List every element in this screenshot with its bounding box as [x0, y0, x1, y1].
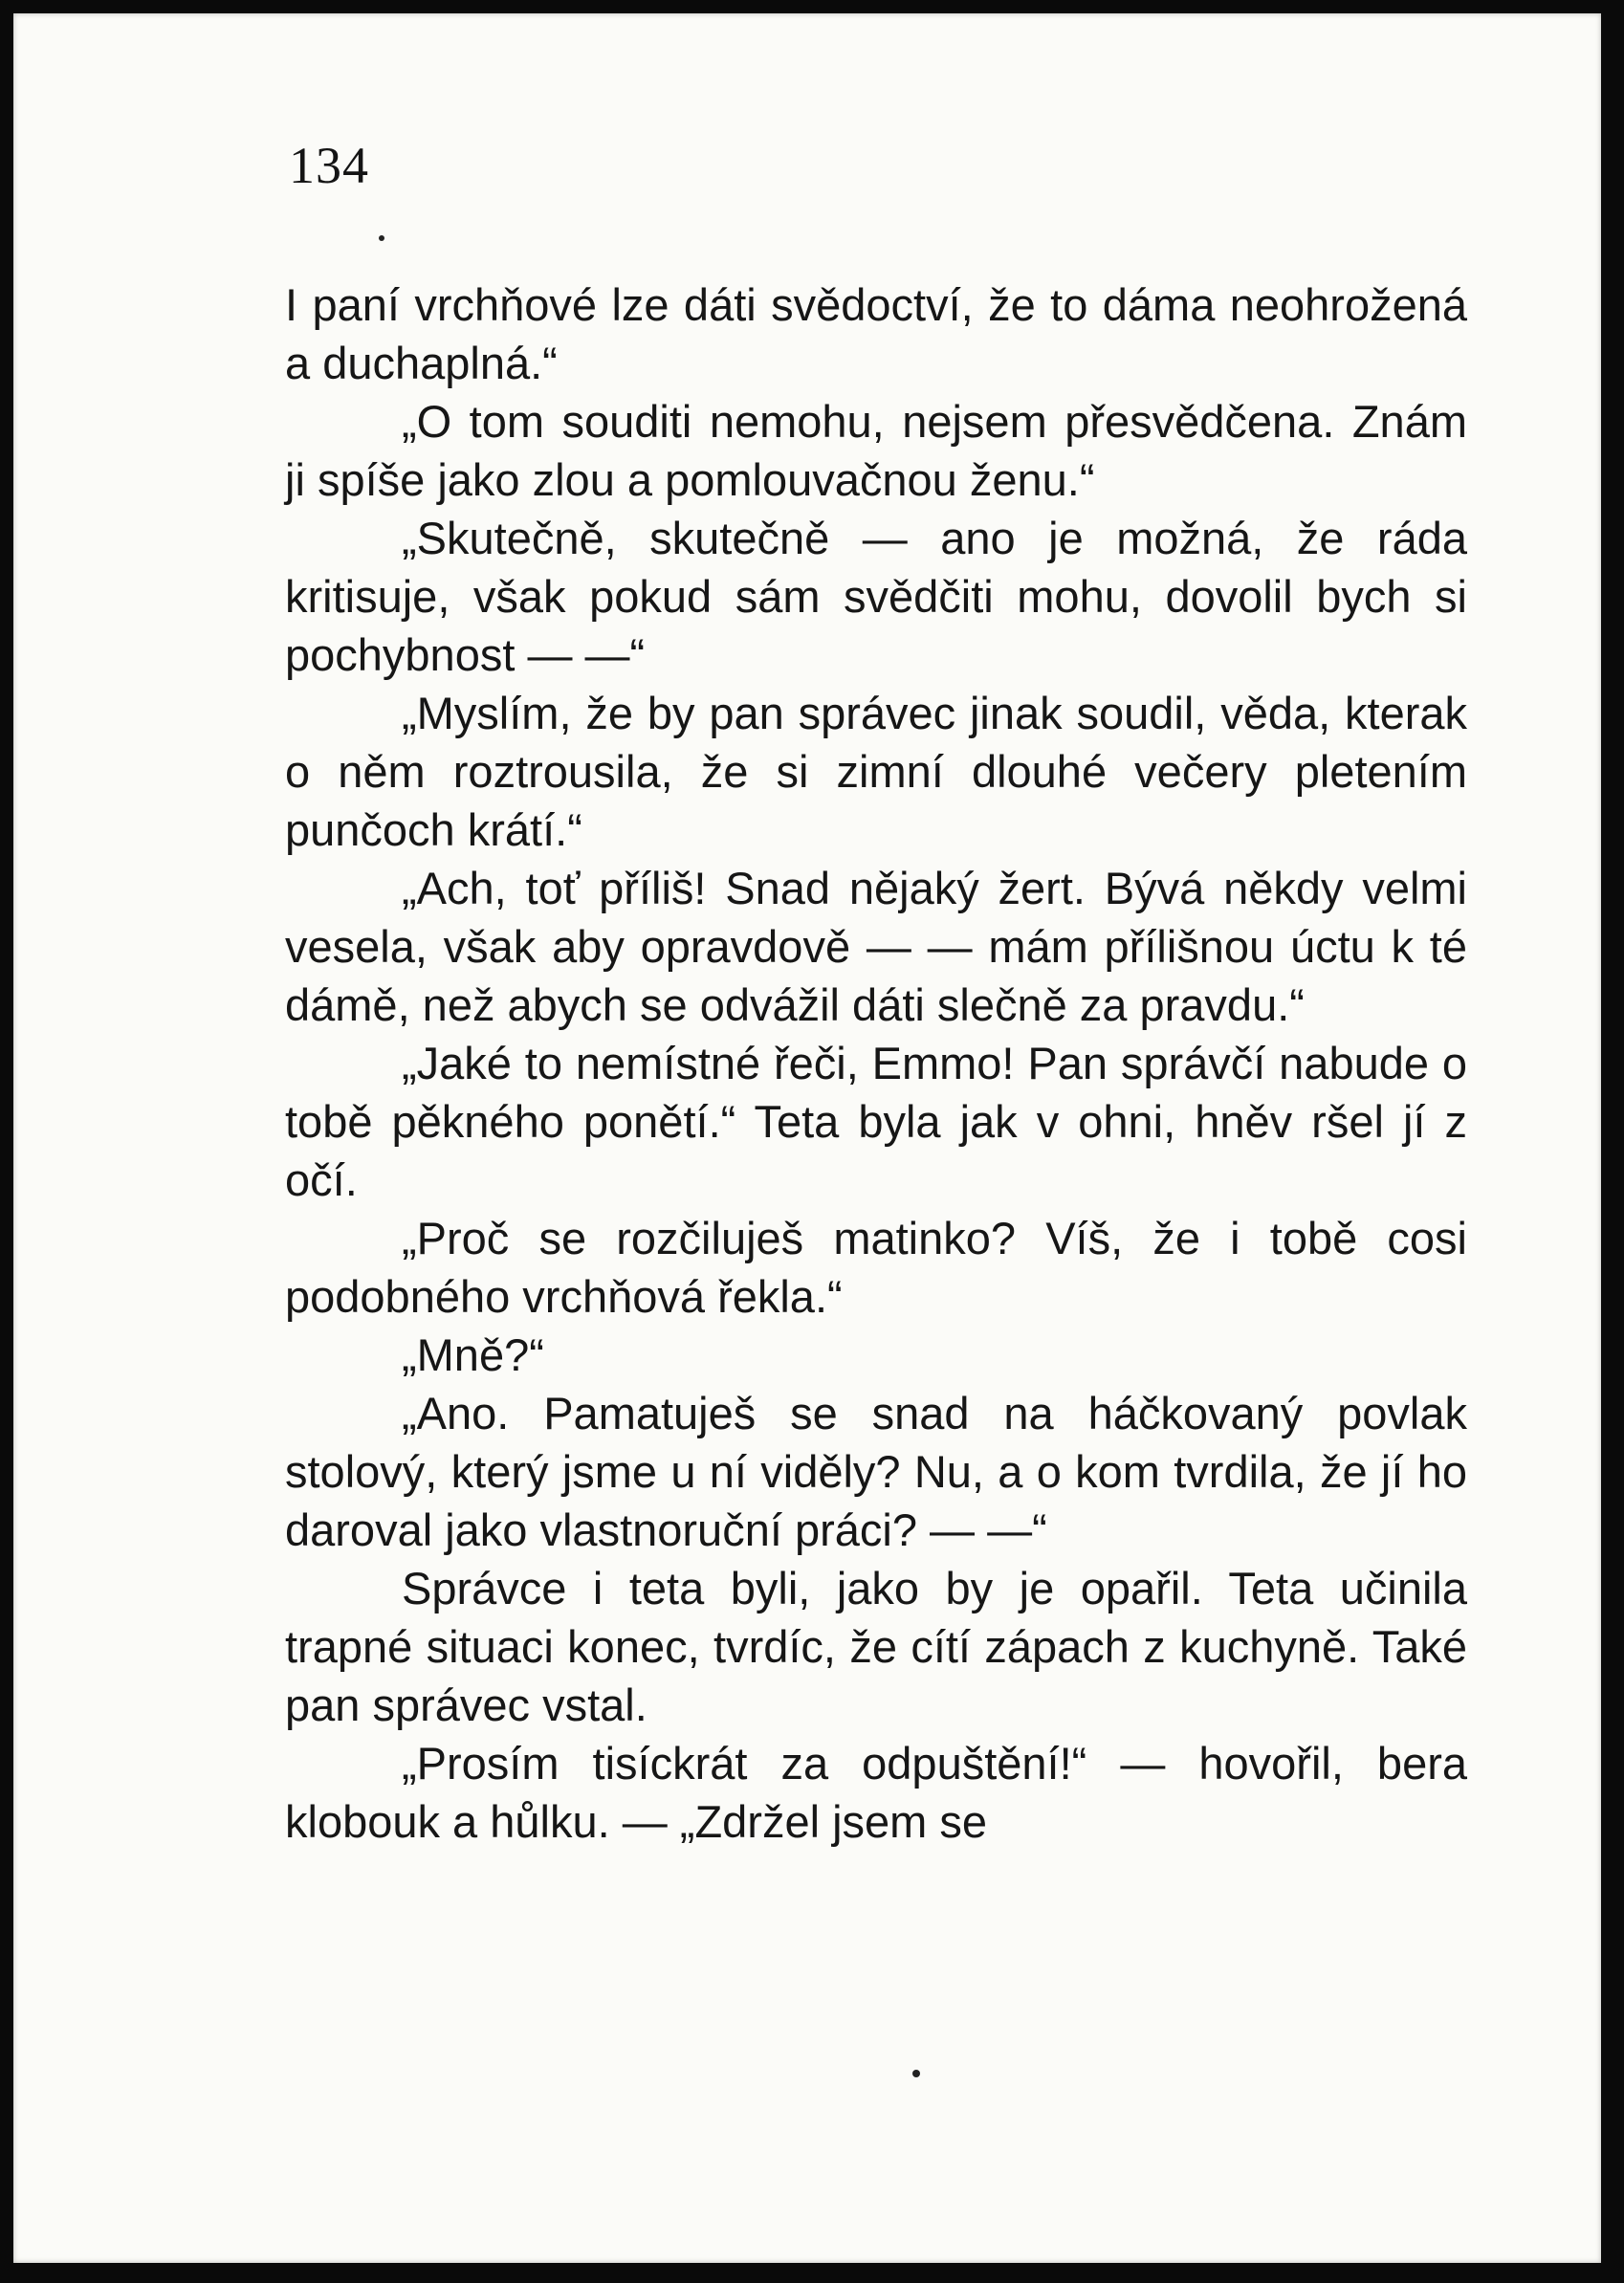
paragraph: „Skutečně, skutečně — ano je možná, že ráda kritisuje, však pokud sám svědčiti mohu, dovolil bych si pochybnost — —“ — [285, 513, 1467, 680]
paragraph: „Ach, toť příliš! Snad nějaký žert. Bývá někdy velmi vesela, však aby opravdově — — mám přílišnou úctu k té dámě, než abych se odvážil dáti slečně za pravdu.“ — [285, 863, 1467, 1030]
paragraph: „Mně?“ — [402, 1329, 544, 1380]
page-number: 134 — [289, 137, 369, 194]
print-speck — [912, 2070, 920, 2077]
paragraph: „Proč se rozčiluješ matinko? Víš, že i tobě cosi podobného vrchňová řekla.“ — [285, 1213, 1467, 1322]
book-page — [13, 13, 1601, 2263]
paragraph: I paní vrchňové lze dáti svědoctví, že to dáma neohrožená a duchaplná.“ — [285, 279, 1467, 388]
paragraph: „Jaké to nemístné řeči, Emmo! Pan správčí nabude o tobě pěkného ponětí.“ Teta byla jak v ohni, hněv ršel jí z očí. — [285, 1038, 1467, 1205]
print-speck — [379, 235, 384, 241]
paragraph: Správce i teta byli, jako by je opařil. Teta učinila trapné situaci konec, tvrdíc, že cítí zápach z kuchyně. Také pan správec vstal. — [285, 1563, 1467, 1730]
body-text — [285, 275, 1467, 1851]
paragraph: „Ano. Pamatuješ se snad na háčkovaný povlak stolový, který jsme u ní viděly? Nu, a o kom tvrdila, že jí ho daroval jako vlastnoruční práci? — —“ — [285, 1388, 1467, 1555]
paragraph: „O tom souditi nemohu, nejsem přesvědčena. Znám ji spíše jako zlou a pomlouvačnou ženu.“ — [285, 396, 1467, 505]
paragraph: „Prosím tisíckrát za odpuštění!“ — hovořil, bera klobouk a hůlku. — „Zdržel jsem se — [285, 1738, 1467, 1847]
paragraph: „Myslím, že by pan správec jinak soudil, věda, kterak o něm roztrousila, že si zimní dlouhé večery pletením punčoch krátí.“ — [285, 688, 1467, 855]
